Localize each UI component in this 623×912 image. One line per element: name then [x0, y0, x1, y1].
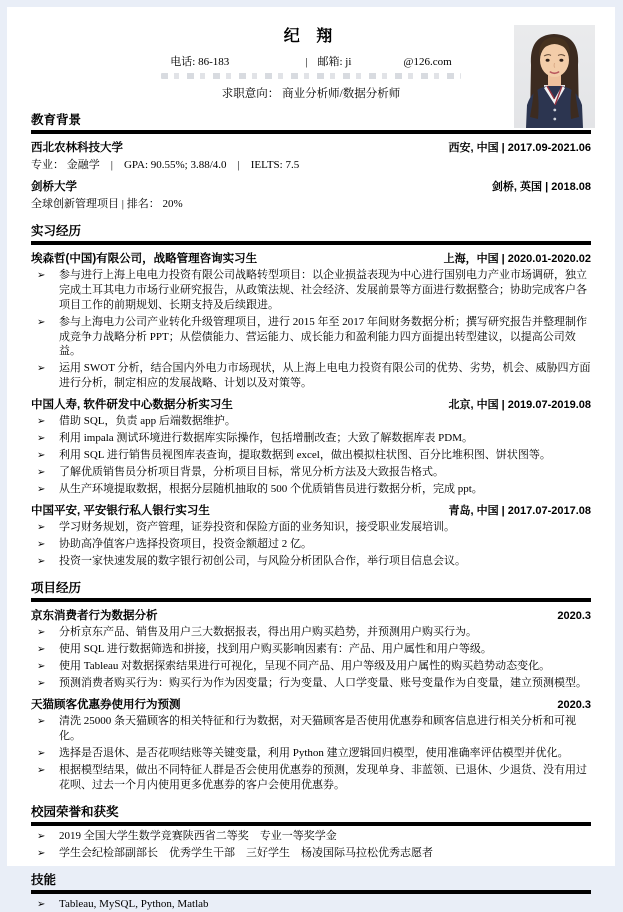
internship-entry-header	[31, 250, 591, 266]
education-entry-header	[31, 139, 591, 155]
bullet-item	[37, 659, 591, 674]
bullet-text: 2019 全国大学生数学竞赛陕西省二等奖 专业一等奖学金	[59, 830, 337, 843]
bullet-text: 借助 SQL，负责 app 后端数据维护。	[59, 415, 236, 428]
email-domain: @126.com	[403, 56, 452, 68]
arrow-bullet-icon: ➢	[37, 831, 46, 843]
arrow-bullet-icon: ➢	[37, 627, 46, 639]
section-rule	[31, 241, 591, 245]
arrow-bullet-icon: ➢	[37, 416, 46, 428]
bullet-item	[37, 361, 591, 391]
arrow-bullet-icon: ➢	[37, 316, 46, 328]
email-redaction	[351, 64, 403, 65]
bullet-text: 选择是否退休、是否花呗结账等关键变量，利用 Python 建立逻辑回归模型，使用准确率评估模型并优化。	[59, 747, 569, 760]
arrow-bullet-icon: ➢	[37, 484, 46, 496]
bullet-item	[37, 897, 591, 912]
bullet-text: 协助高净值客户选择投资项目，投资金额超过 2 亿。	[59, 538, 312, 551]
bullet-text: 清洗 25000 条天猫顾客的相关特征和行为数据，对天猫顾客是否使用优惠券和顾客信息进行相关分析和可视化。	[59, 715, 576, 743]
bullet-text: 投资一家快速发展的数字银行初创公司，与风险分析团队合作，举行项目信息会议。	[59, 555, 466, 568]
bullet-item	[37, 554, 591, 569]
bullet-item	[37, 315, 591, 360]
bullet-item	[37, 465, 591, 480]
bullet-item	[37, 746, 591, 761]
contact-separator: |	[305, 56, 308, 68]
bullet-item	[37, 846, 591, 861]
school-location-date: 剑桥, 英国 | 2018.08	[491, 180, 591, 193]
bullet-text: 利用 impala 测试环境进行数据库实际操作，包括增删改查；大致了解数据库表 PDM。	[59, 432, 474, 445]
bullet-text: 分析京东产品、销售及用户三大数据报表，得出用户购买趋势，并预测用户购买行为。	[59, 626, 477, 639]
bullet-text: 了解优质销售员分析项目背景，分析项目目标，常见分析方法及大致报告格式。	[59, 466, 444, 479]
company-role: 埃森哲(中国)有限公司，战略管理咨询实习生	[31, 252, 258, 265]
section-honors	[31, 802, 591, 861]
arrow-bullet-icon: ➢	[37, 661, 46, 673]
bullet-item	[37, 676, 591, 691]
company-location-date: 青岛, 中国 | 2017.07-2017.08	[448, 505, 591, 518]
phone-label: 电话: 86-183	[170, 56, 230, 68]
email-label: 邮箱: ji	[317, 56, 352, 68]
school-name: 剑桥大学	[31, 180, 77, 193]
bullet-text: 预测消费者购买行为：购买行为作为因变量；行为变量、人口学变量、账号变量作为自变量，建立预测模型。	[59, 677, 587, 690]
internship-entry-header	[31, 502, 591, 518]
section-title: 教育背景	[31, 113, 82, 127]
project-date: 2020.3	[557, 610, 591, 623]
bullet-text: 运用 SWOT 分析，结合国内外电力市场现状，从上海上电电力投资有限公司的优势、劣势，机会、威胁四方面进行分析，制定相应的发展战略、计划以及对策等。	[59, 362, 591, 390]
section-rule	[31, 890, 591, 894]
section-title: 校园荣誉和获奖	[31, 805, 119, 820]
bullet-item	[37, 763, 591, 793]
bullet-text: 参与上海电力公司产业转化升级管理项目，进行 2015 年至 2017 年间财务数据分析；撰写研究报告并整理制作成竞争力战略分析 PPT；从偿债能力、营运能力、成长能力和盈利能力四方面提出转型建议，以提高公司效益。	[59, 315, 587, 358]
section-title: 实习经历	[31, 223, 82, 238]
bullet-text: 参与进行上海上电电力投资有限公司战略转型项目：以企业损益表现为中心进行国别电力产业市场调研，独立完成土耳其电力市场行业研究报告，从政策法规、社会经济、发展前景等方面进行数据整合；协助完成客户各项目工作的前期规划、长期支持及后续跟进。	[59, 268, 587, 311]
resume-header	[31, 23, 591, 101]
arrow-bullet-icon: ➢	[37, 450, 46, 462]
section-rule	[31, 598, 591, 602]
company-role: 中国人寿, 软件研发中心数据分析实习生	[31, 399, 233, 412]
company-role: 中国平安, 平安银行私人银行实习生	[31, 505, 210, 518]
bullet-text: 根据模型结果，做出不同特征人群是否会使用优惠券的预测，发现单身、非蓝领、已退休、少退货、没有用过花呗、过去一个月内使用更多优惠券的客户会使用优惠券。	[59, 764, 587, 792]
arrow-bullet-icon: ➢	[37, 765, 46, 777]
arrow-bullet-icon: ➢	[37, 748, 46, 760]
arrow-bullet-icon: ➢	[37, 644, 46, 656]
bullet-item	[37, 537, 591, 552]
bullet-item	[37, 448, 591, 463]
school-location-date: 西安, 中国 | 2017.09-2021.06	[448, 142, 591, 154]
bullet-text: Tableau, MySQL, Python, Matlab	[59, 898, 209, 911]
resume-page	[7, 7, 615, 911]
arrow-bullet-icon: ➢	[37, 433, 46, 445]
arrow-bullet-icon: ➢	[37, 269, 46, 281]
company-location-date: 上海，中国 | 2020.01-2020.02	[443, 252, 591, 265]
project-date: 2020.3	[557, 699, 591, 712]
arrow-bullet-icon: ➢	[37, 539, 46, 551]
candidate-name: 纪 翔	[283, 28, 339, 45]
bullet-text: 使用 Tableau 对数据探索结果进行可视化，呈现不同产品、用户等级及用户属性的购买趋势动态变化。	[59, 660, 551, 673]
internship-entry-header	[31, 396, 591, 412]
arrow-bullet-icon: ➢	[37, 467, 46, 479]
bullet-text: 学生会纪检部副部长 优秀学生干部 三好学生 杨凌国际马拉松优秀志愿者	[59, 847, 433, 860]
section-title: 技能	[31, 873, 57, 888]
project-entry-header	[31, 696, 591, 712]
bullet-text: 使用 SQL 进行数据筛选和拼接，找到用户购买影响因素有：产品、用户属性和用户等级。	[59, 643, 492, 656]
contact-line	[31, 53, 591, 69]
bullet-item	[37, 414, 591, 429]
bullet-item	[37, 520, 591, 535]
phone-redaction	[229, 64, 295, 65]
arrow-bullet-icon: ➢	[37, 678, 46, 690]
section-title: 项目经历	[31, 581, 82, 596]
section-internships	[31, 221, 591, 570]
bullet-item	[37, 431, 591, 446]
bullet-item	[37, 642, 591, 657]
bullet-text: 从生产环境提取数据，根据分层随机抽取的 500 个优质销售员进行数据分析，完成 ppt。	[59, 483, 483, 496]
bullet-item	[37, 829, 591, 844]
education-entry-header	[31, 178, 591, 194]
bullet-text: 利用 SQL 进行销售员视图库表查询，提取数据到 excel，做出模拟柱状图、百分比堆积图、饼状图等。	[59, 449, 551, 462]
bullet-item	[37, 482, 591, 497]
arrow-bullet-icon: ➢	[37, 716, 46, 728]
arrow-bullet-icon: ➢	[37, 848, 46, 860]
arrow-bullet-icon: ➢	[37, 363, 46, 375]
school-name: 西北农林科技大学	[31, 142, 123, 154]
arrow-bullet-icon: ➢	[37, 899, 46, 911]
education-detail: 专业： 金融学 | GPA: 90.55%; 3.88/4.0 | IELTS: 7.5	[31, 159, 300, 171]
bullet-item	[37, 714, 591, 744]
education-detail: 全球创新管理项目 | 排名： 20%	[31, 197, 183, 210]
section-rule	[31, 822, 591, 826]
bullet-item	[37, 268, 591, 313]
project-entry-header	[31, 607, 591, 623]
section-rule	[31, 130, 591, 134]
bullet-text: 学习财务规划，资产管理，证券投资和保险方面的业务知识，接受职业发展培训。	[59, 521, 455, 534]
section-skills	[31, 870, 591, 912]
section-education	[31, 110, 591, 212]
profile-photo	[514, 25, 595, 128]
job-objective: 求职意向： 商业分析师/数据分析师	[221, 88, 401, 100]
bullet-item	[37, 625, 591, 640]
arrow-bullet-icon: ➢	[37, 556, 46, 568]
company-location-date: 北京, 中国 | 2019.07-2019.08	[448, 399, 591, 412]
project-name: 天猫顾客优惠券使用行为预测	[31, 699, 181, 712]
arrow-bullet-icon: ➢	[37, 522, 46, 534]
section-projects	[31, 578, 591, 793]
project-name: 京东消费者行为数据分析	[31, 610, 158, 623]
redacted-address-line	[161, 73, 461, 79]
